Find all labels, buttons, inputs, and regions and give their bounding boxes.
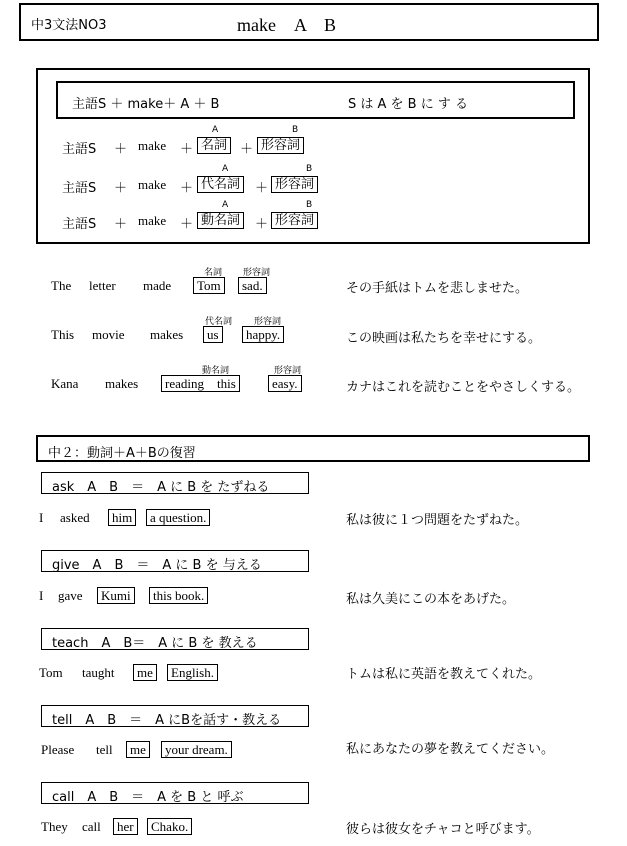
- plus-sign: ＋: [255, 217, 269, 232]
- word: call: [82, 819, 101, 834]
- rule-box: [41, 782, 309, 804]
- b-slot: sad.: [238, 277, 267, 294]
- plus-sign: ＋: [240, 142, 254, 157]
- lesson-label: 中3文法NO3: [31, 18, 107, 33]
- a-slot: 代名詞: [197, 176, 244, 193]
- rule-box: [41, 472, 309, 494]
- translation: トムは私に英語を教えてくれた。: [346, 667, 542, 682]
- b-tag: 形容詞: [274, 366, 302, 376]
- translation: 私は彼に１つ問題をたずねた。: [346, 513, 529, 528]
- a-tag: 動名詞: [202, 366, 230, 376]
- b-slot: English.: [167, 664, 218, 681]
- b-slot: Chako.: [147, 818, 192, 835]
- pattern-meaning: S は A を B に す る: [348, 97, 468, 112]
- b-tag: 形容詞: [254, 317, 282, 327]
- word: The: [51, 278, 72, 293]
- a-slot: him: [108, 509, 136, 526]
- b-slot: 形容詞: [257, 137, 304, 154]
- make-word: make: [138, 177, 167, 192]
- b-tag: B: [306, 200, 313, 210]
- word: tell: [96, 742, 113, 757]
- header-box: [19, 3, 599, 41]
- word: This: [51, 327, 75, 342]
- a-tag: A: [222, 164, 229, 174]
- b-tag: B: [306, 164, 313, 174]
- word: taught: [82, 665, 115, 680]
- word: Tom: [39, 665, 63, 680]
- make-word: make: [138, 213, 167, 228]
- a-slot: us: [203, 326, 223, 343]
- a-tag: A: [222, 200, 229, 210]
- rule-text: give A B ＝ A に B を 与える: [52, 558, 262, 573]
- word: gave: [58, 588, 83, 603]
- b-slot: this book.: [149, 587, 208, 604]
- a-tag: 代名詞: [205, 317, 233, 327]
- translation: 私は久美にこの本をあげた。: [346, 592, 516, 607]
- translation: この映画は私たちを幸せにする。: [346, 331, 542, 346]
- b-slot: easy.: [268, 375, 302, 392]
- pattern-main-box: [56, 81, 575, 119]
- word: Kana: [51, 376, 79, 391]
- a-slot: her: [113, 818, 138, 835]
- a-slot: 動名詞: [197, 212, 244, 229]
- word: makes: [105, 376, 139, 391]
- b-tag: B: [292, 125, 299, 135]
- plus-sign: ＋: [255, 181, 269, 196]
- a-slot: Kumi: [97, 587, 135, 604]
- b-slot: happy.: [242, 326, 284, 343]
- plus-sign: ＋: [114, 217, 128, 232]
- word: letter: [89, 278, 116, 293]
- word: I: [39, 510, 44, 525]
- translation: その手紙はトムを悲しませた。: [346, 281, 529, 296]
- translation: 彼らは彼女をチャコと呼びます。: [346, 822, 540, 837]
- word: asked: [60, 510, 90, 525]
- word: I: [39, 588, 44, 603]
- b-slot: a question.: [146, 509, 210, 526]
- translation: カナはこれを読むことをやさしくする。: [346, 380, 581, 395]
- plus-sign: ＋: [114, 181, 128, 196]
- make-word: make: [138, 138, 167, 153]
- a-slot: Tom: [193, 277, 225, 294]
- b-slot: 形容詞: [271, 176, 318, 193]
- a-slot: me: [133, 664, 157, 681]
- rule-box: [41, 550, 309, 572]
- rule-text: call A B ＝ A を B と 呼ぶ: [52, 790, 244, 805]
- plus-sign: ＋: [114, 142, 128, 157]
- subject-label: 主語S: [62, 181, 97, 196]
- word: made: [143, 278, 172, 293]
- review-title-box: [36, 435, 590, 462]
- a-slot: 名詞: [197, 137, 231, 154]
- b-tag: 形容詞: [243, 268, 271, 278]
- review-title: 中２：動詞＋A＋Bの復習: [48, 446, 196, 461]
- subject-label: 主語S: [62, 142, 97, 157]
- subject-label: 主語S: [62, 217, 97, 232]
- page-title: make A B: [237, 15, 336, 35]
- rule-text: teach A B＝ A に B を 教える: [52, 636, 258, 651]
- plus-sign: ＋: [180, 181, 194, 196]
- b-slot: your dream.: [161, 741, 232, 758]
- a-slot: me: [126, 741, 150, 758]
- rule-text: ask A B ＝ A に B を たずねる: [52, 480, 270, 495]
- a-slot: reading this: [161, 375, 240, 392]
- b-slot: 形容詞: [271, 212, 318, 229]
- rule-box: [41, 628, 309, 650]
- word: movie: [92, 327, 125, 342]
- word: Please: [41, 742, 75, 757]
- rule-text: tell A B ＝ A にBを話す・教える: [52, 713, 282, 728]
- a-tag: 名詞: [204, 268, 223, 278]
- plus-sign: ＋: [180, 142, 194, 157]
- plus-sign: ＋: [180, 217, 194, 232]
- word: makes: [150, 327, 184, 342]
- word: They: [41, 819, 68, 834]
- a-tag: A: [212, 125, 219, 135]
- rule-box: [41, 705, 309, 727]
- pattern-main: 主語S ＋ make＋ A ＋ B: [72, 97, 220, 112]
- translation: 私にあなたの夢を教えてください。: [346, 742, 555, 757]
